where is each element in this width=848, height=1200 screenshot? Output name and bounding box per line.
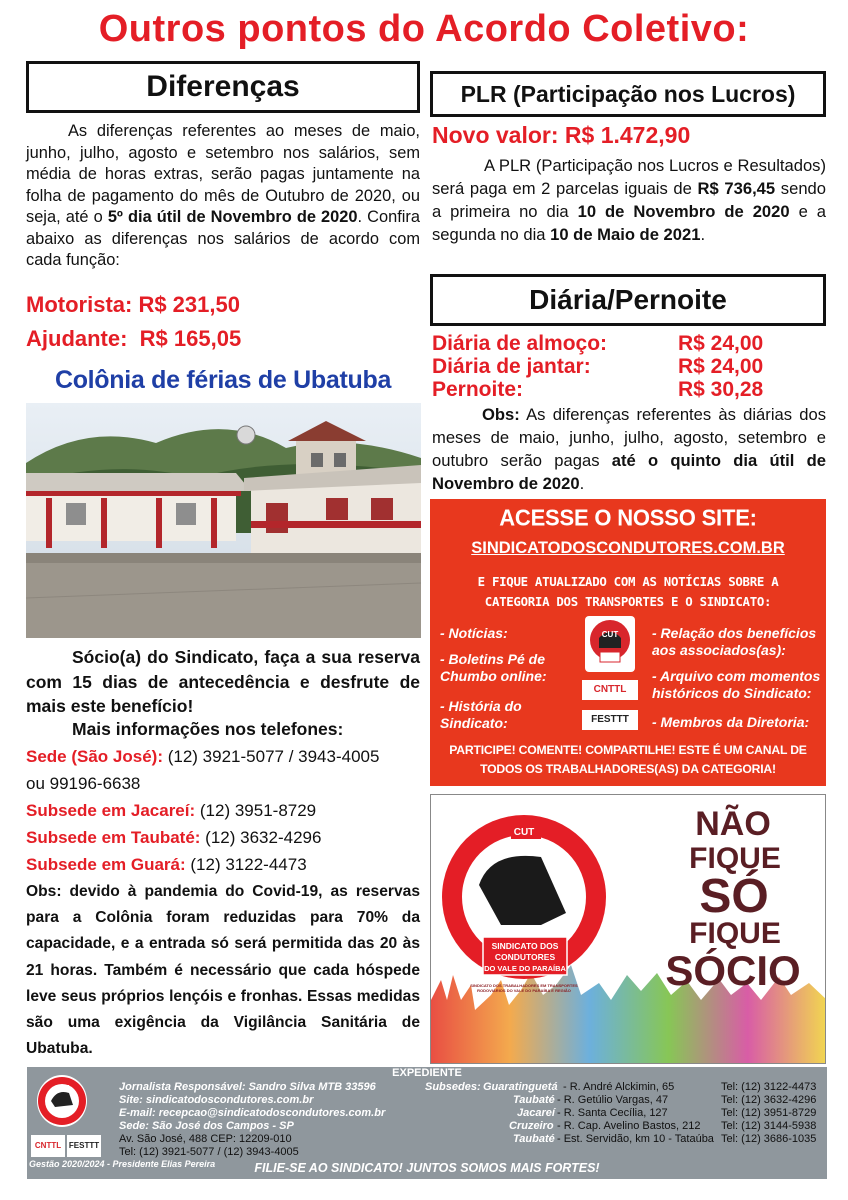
promo-word-socio: SÓCIO: [665, 947, 801, 994]
site-sub1: E FIQUE ATUALIZADO COM AS NOTÍCIAS SOBRE A: [477, 574, 779, 589]
colonia-photo-image: [26, 403, 421, 638]
subsede-city: Taubaté: [513, 1133, 555, 1145]
cnttl-logo-icon: [582, 680, 638, 700]
plr-t1: A PLR (Participação nos Lucros e Resultados) será paga em 2 parcelas iguais de: [432, 156, 826, 198]
footer-logo-cnttl-label: CNTTL: [34, 1141, 62, 1150]
footer-sede: Sede: São José dos Campos - SP: [119, 1120, 294, 1132]
subsede-row: [27, 1094, 827, 1107]
diaria-rows: [432, 332, 826, 401]
phones-list: [26, 743, 426, 878]
plr-t4: 10 de Novembro de 2020: [577, 202, 790, 221]
motorista-value: Motorista: R$ 231,50: [26, 292, 240, 317]
site-item-arquivo[interactable]: - Arquivo com momentos históricos do Sindicato:: [652, 668, 821, 701]
site-cta2: TODOS OS TRABALHADORES(AS) DA CATEGORIA!: [480, 762, 776, 776]
page-title: Outros pontos do Acordo Coletivo:: [98, 8, 750, 50]
footer-gestao: Gestão 2020/2024 - Presidente Elias Pereira: [29, 1159, 216, 1169]
subsede-city: Jacareí: [517, 1107, 555, 1119]
site-url[interactable]: SINDICATODOSCONDUTORES.COM.BR: [471, 539, 785, 557]
colonia-heading: Colônia de férias de Ubatuba: [54, 366, 392, 394]
footer-expediente-title: EXPEDIENTE: [392, 1067, 462, 1079]
diferencas-text-bold: 5º dia útil de Novembro de 2020: [107, 208, 358, 226]
seal-cut-label: CUT: [513, 827, 535, 838]
phone-label: Subsede em Guará:: [26, 855, 186, 874]
site-logos: [582, 616, 642, 734]
footer-expediente: [27, 1067, 827, 1179]
subsede-row: [27, 1133, 827, 1146]
colonia-obs: Obs: devido à pandemia do Covid-19, as reservas para a Colônia foram reduzidas para 70% da capacidade, e a entrada só será permitida das 20 às 21 horas. Também é necessário que cada hóspede leve seus próprios lençóis e fronhas. Essas medidas são uma exigência da Vigilância Sanitária de Ubatuba.: [26, 883, 420, 1058]
plr-novo-valor: Novo valor: R$ 1.472,90: [432, 122, 691, 148]
promo-word-fique2: FIQUE: [689, 917, 781, 950]
cnttl-logo-label: CNTTL: [593, 684, 627, 695]
subsede-tel: Tel: (12) 3144-5938: [721, 1120, 817, 1132]
footer-jornalista: Jornalista Responsável: Sandro Silva MTB 33596: [119, 1081, 376, 1093]
site-sub2: CATEGORIA DOS TRANSPORTES E O SINDICATO:: [484, 594, 772, 609]
diaria-label: Diária de almoço:: [432, 332, 608, 355]
seal-banner-line3: DO VALE DO PARAÍBA: [484, 964, 566, 973]
subsede-addr: - R. Getúlio Vargas, 47: [557, 1094, 669, 1106]
festtt-logo-icon: [582, 710, 638, 730]
subsede-addr: - Est. Servidão, km 10 - Tataúba: [557, 1133, 714, 1145]
seal-ring-text: SINDICATO DOS TRABALHADORES EM TRANSPORTES RODOVIÁRIOS DO VALE DO PARAÍBA E REGIÃO: [470, 983, 578, 993]
diaria-obs-bold: até o quinto dia útil de Novembro de 2020: [432, 451, 826, 493]
diaria-label: Diária de jantar:: [432, 355, 591, 378]
plr-t3: sendo a primeira no dia: [432, 179, 827, 221]
ajudante-value: Ajudante: R$ 165,05: [26, 326, 242, 351]
phone-number: (12) 3951-8729: [195, 801, 317, 820]
phone-number: ou 99196-6638: [26, 774, 141, 793]
site-item-diretoria[interactable]: - Membros da Diretoria:: [652, 714, 810, 730]
colonia-photo: [26, 403, 421, 638]
plr-text: [432, 154, 826, 246]
festtt-logo-label: FESTTT: [591, 714, 629, 725]
mais-info: Mais informações nos telefones:: [72, 719, 344, 739]
diaria-obs: [432, 403, 826, 495]
subsede-row: [27, 1120, 827, 1133]
diferencas-heading: Diferenças: [26, 61, 420, 113]
colonia-reserva: Sócio(a) do Sindicato, faça a sua reserva com 15 dias de antecedência e desfrute de mais este benefício!: [26, 647, 420, 716]
cut-logo-icon: [585, 616, 635, 672]
footer-tel: Tel: (12) 3921-5077 / (12) 3943-4005: [119, 1146, 299, 1158]
subsede-addr: - R. André Alckimin, 65: [563, 1081, 675, 1093]
diaria-obs-text: As diferenças referentes às diárias dos meses de maio, junho, julho, agosto, setembro e outubro serão pagas: [432, 405, 826, 470]
diaria-heading: Diária/Pernoite: [430, 274, 826, 326]
plr-t7: .: [700, 225, 706, 244]
subsede-addr: - R. Cap. Avelino Bastos, 212: [557, 1120, 701, 1132]
promo-word-nao: NÃO: [695, 805, 771, 843]
site-cta1: PARTICIPE! COMENTE! COMPARTILHE! ESTE É UM CANAL DE: [449, 743, 807, 757]
diaria-value: R$ 30,28: [678, 378, 764, 401]
subsede-city: Taubaté: [513, 1094, 555, 1106]
footer-endereco: Av. São José, 488 CEP: 12209-010: [119, 1133, 292, 1145]
subsede-tel: Tel: (12) 3122-4473: [721, 1081, 817, 1093]
footer-site[interactable]: Site: sindicatodoscondutores.com.br: [119, 1094, 314, 1106]
plr-t6: 10 de Maio de 2021: [550, 225, 701, 244]
phone-label: Subsede em Taubaté:: [26, 828, 201, 847]
phone-number: (12) 3632-4296: [200, 828, 322, 847]
diaria-obs-label: Obs:: [482, 405, 520, 424]
promo-word-fique1: FIQUE: [689, 842, 781, 875]
phone-row-guara: [26, 851, 426, 878]
phone-row-sede: [26, 743, 426, 770]
promo-banner: [430, 794, 826, 1064]
cut-logo-label: CUT: [601, 630, 619, 639]
diferencas-text: [26, 121, 420, 272]
seal-banner-line1: SINDICATO DOS: [491, 941, 559, 951]
promo-word-so: SÓ: [699, 870, 769, 923]
site-item-beneficios[interactable]: - Relação dos benefícios aos associados(as):: [652, 625, 817, 658]
site-item-boletins[interactable]: - Boletins Pé de Chumbo online:: [440, 651, 547, 684]
footer-logo-cut-label: CUT: [54, 1085, 70, 1092]
subsede-city: Guaratinguetá: [483, 1081, 558, 1093]
plr-heading: PLR (Participação nos Lucros): [430, 71, 826, 117]
subsede-tel: Tel: (12) 3951-8729: [721, 1107, 817, 1119]
diaria-row-pernoite: [432, 378, 826, 401]
plr-t2: R$ 736,45: [697, 179, 776, 198]
diaria-value: R$ 24,00: [678, 332, 764, 355]
phone-number: (12) 3921-5077 / 3943-4005: [163, 747, 380, 766]
subsede-row: [27, 1107, 827, 1120]
plr-t5: e a segunda no dia: [432, 202, 826, 244]
phone-row-taubate: [26, 824, 426, 851]
footer-subsedes-label: Subsedes:: [425, 1081, 481, 1093]
phone-row-celular: [26, 770, 426, 797]
footer-logo-festtt-label: FESTTT: [68, 1141, 100, 1150]
subsede-city: Cruzeiro: [509, 1120, 554, 1132]
diferencas-text-a: As diferenças referentes ao meses de maio, junho, julho, agosto e setembro nos salários, sem média de horas extras, serão pagas juntamente na folha de pagamento do mês de Outubro de 2020, ou seja, até o: [26, 122, 420, 226]
site-title: ACESSE O NOSSO SITE:: [499, 504, 757, 531]
phone-number: (12) 3122-4473: [185, 855, 307, 874]
footer-email[interactable]: E-mail: recepcao@sindicatodoscondutores.com.br: [119, 1107, 386, 1119]
diaria-value: R$ 24,00: [678, 355, 764, 378]
site-item-noticias[interactable]: - Notícias:: [440, 625, 508, 641]
diferencas-text-b: . Confira abaixo as diferenças nos salários de acordo com cada função:: [26, 208, 420, 269]
seal-banner-line2: CONDUTORES: [494, 952, 556, 962]
subsede-tel: Tel: (12) 3632-4296: [721, 1094, 817, 1106]
subsede-addr: - R. Santa Cecília, 127: [557, 1107, 668, 1119]
footer-slogan: FILIE-SE AO SINDICATO! JUNTOS SOMOS MAIS FORTES!: [254, 1161, 600, 1175]
phone-row-jacarei: [26, 797, 426, 824]
diaria-row-jantar: [432, 355, 826, 378]
site-banner[interactable]: [430, 499, 826, 786]
diaria-row-almoco: [432, 332, 826, 355]
phone-label: Subsede em Jacareí:: [26, 801, 196, 820]
promo-artwork: [431, 795, 826, 1064]
diaria-label: Pernoite:: [432, 378, 524, 401]
site-item-historia[interactable]: - História do Sindicato:: [440, 698, 522, 731]
subsede-tel: Tel: (12) 3686-1035: [721, 1133, 817, 1145]
diaria-obs-end: .: [579, 474, 585, 493]
phone-label: Sede (São José):: [26, 747, 163, 766]
subsede-row: [27, 1081, 827, 1094]
